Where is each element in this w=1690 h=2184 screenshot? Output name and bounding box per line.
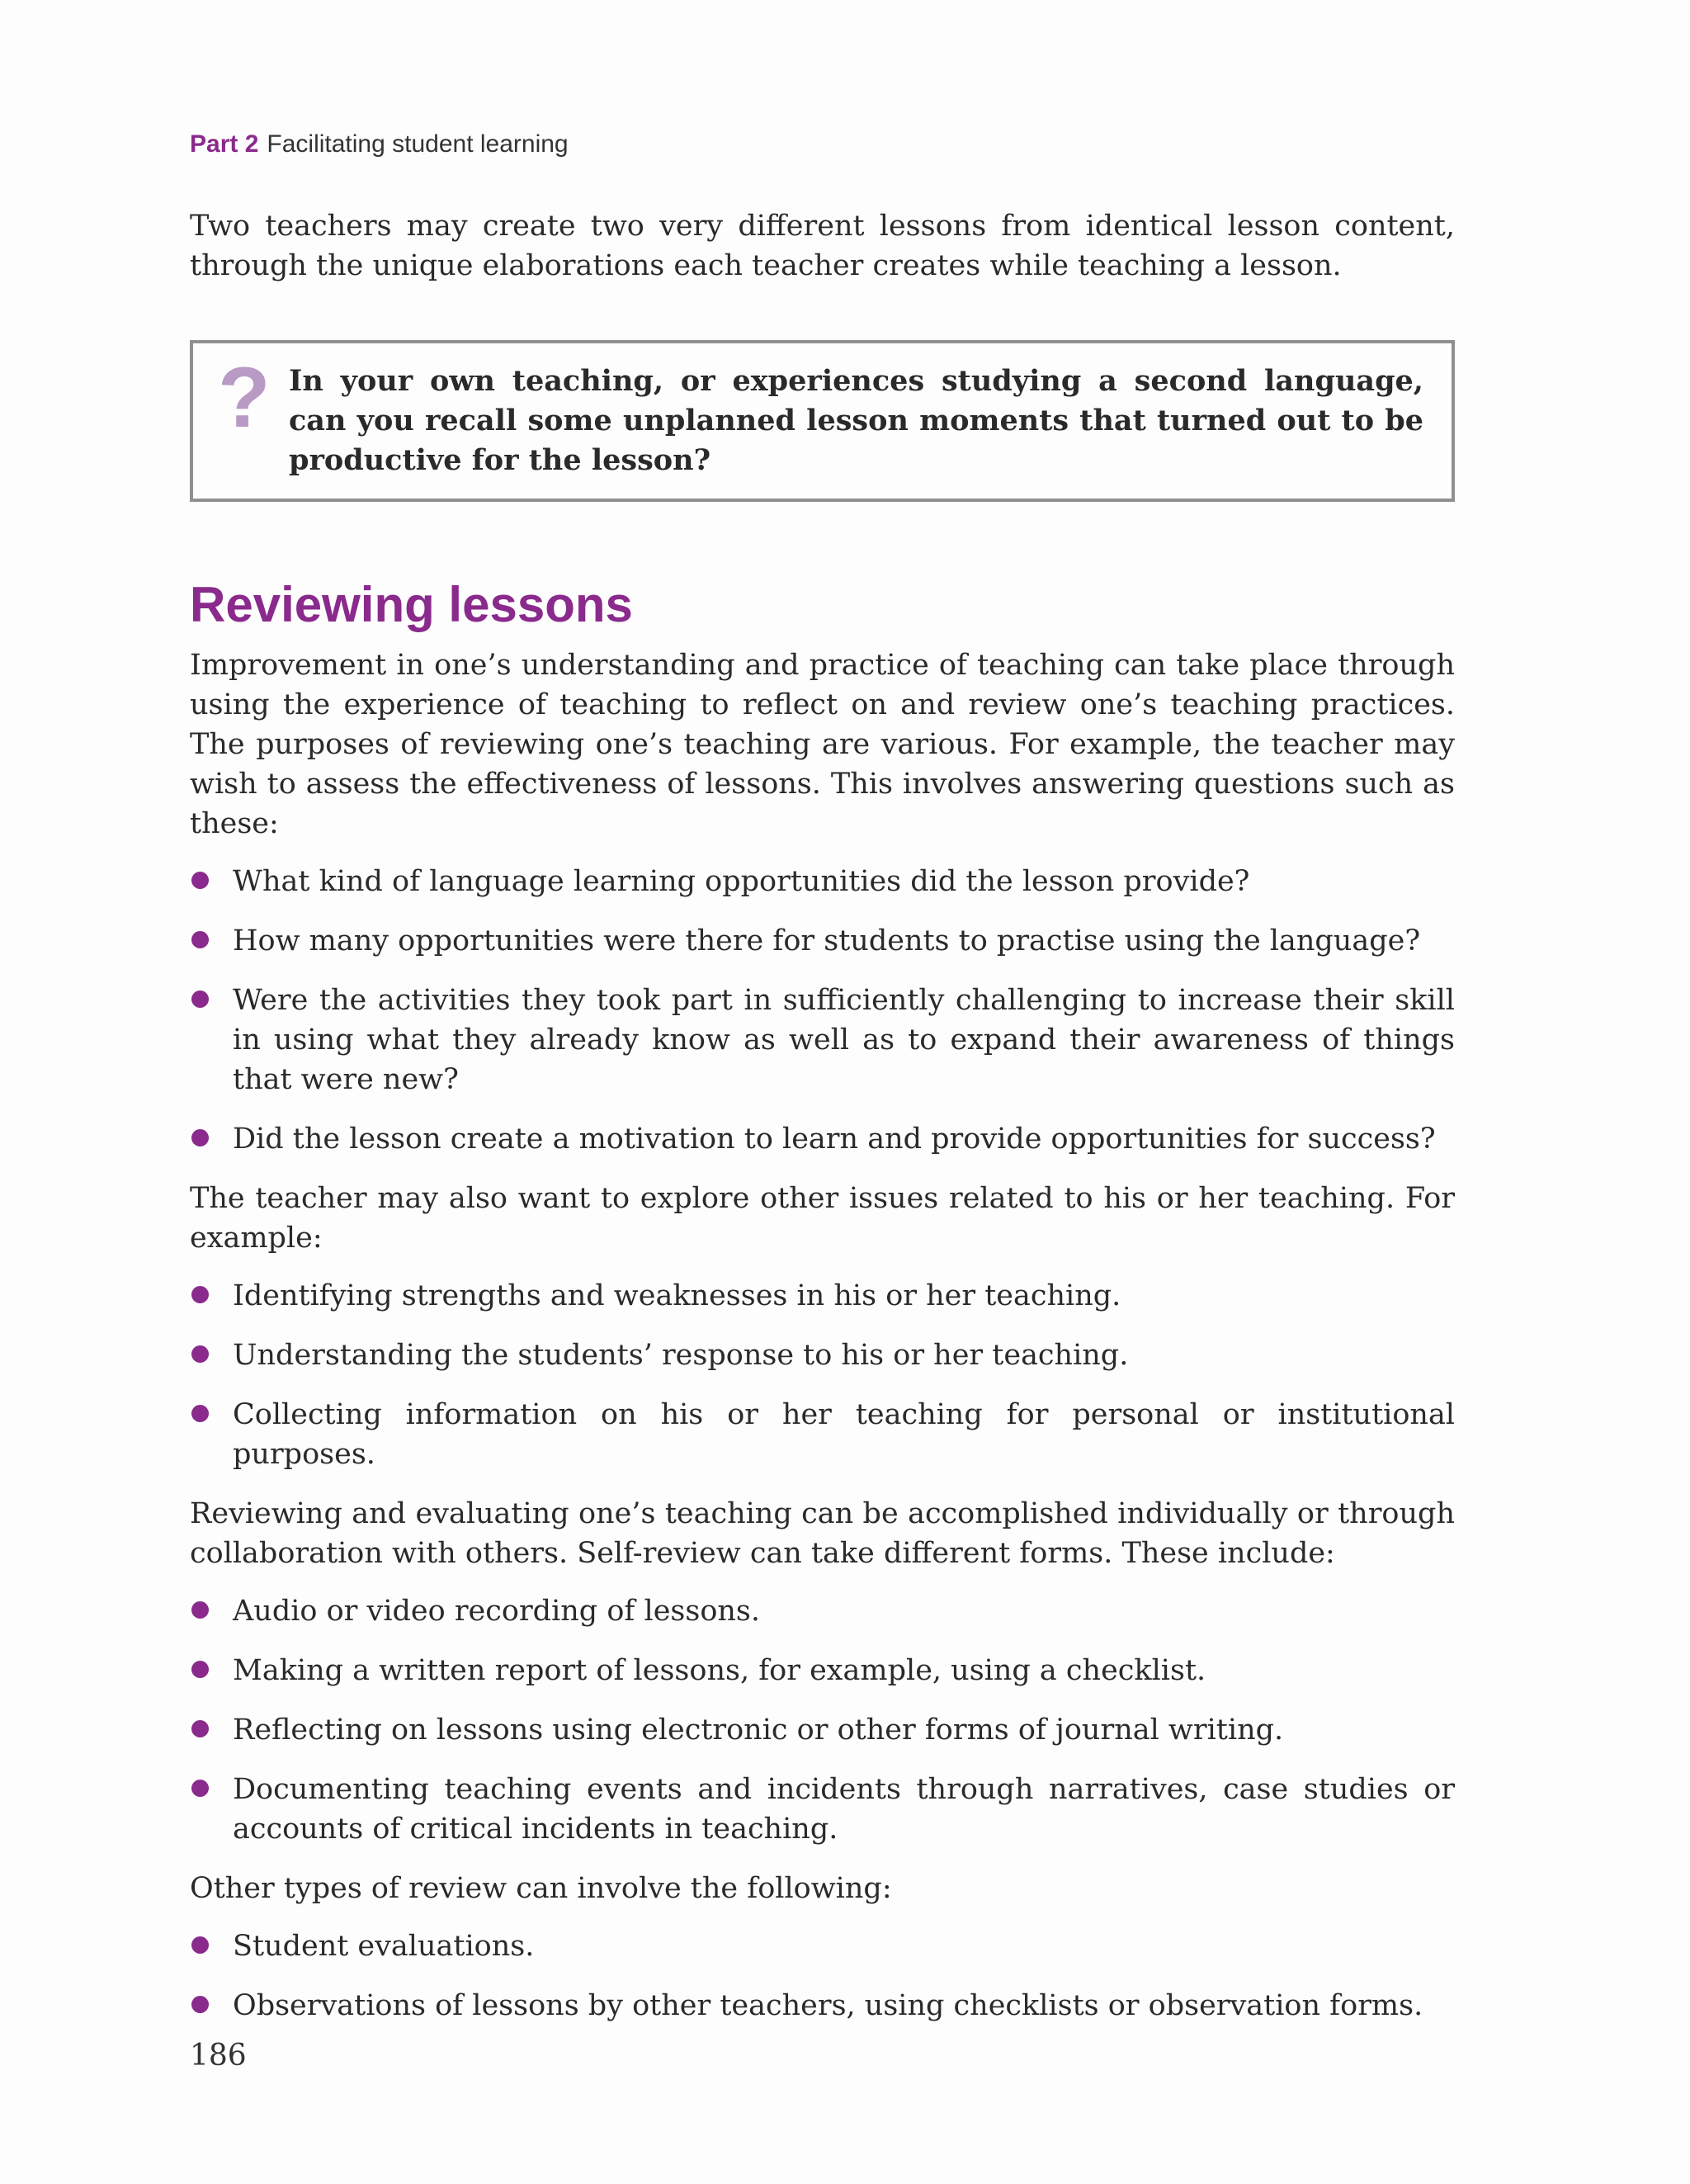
section-heading: Reviewing lessons — [190, 577, 633, 632]
bullet-list-4 — [190, 1926, 1455, 2026]
part-title: Facilitating student learning — [267, 130, 569, 158]
bullet-list-2 — [190, 1276, 1455, 1474]
bullet-icon — [191, 872, 209, 889]
list-item: Making a written report of lessons, for example, using a checklist. — [190, 1651, 1455, 1690]
bullet-icon — [191, 1601, 209, 1619]
list-item: Audio or video recording of lessons. — [190, 1591, 1455, 1631]
bullet-icon — [191, 1129, 209, 1146]
list-item: Reflecting on lessons using electronic or other forms of journal writing. — [190, 1710, 1455, 1750]
bullet-icon — [191, 1780, 209, 1797]
list-item: Identifying strengths and weaknesses in his or her teaching. — [190, 1276, 1455, 1316]
bullet-list-1 — [190, 862, 1455, 1159]
bullet-icon — [191, 1661, 209, 1678]
page-number: 186 — [190, 2039, 247, 2073]
intro-paragraph: Two teachers may create two very different lessons from identical lesson content, through the unique elaborations each teacher creates while teaching a lesson. — [190, 210, 1455, 282]
page-content — [190, 206, 1455, 2045]
reflection-question-box — [190, 340, 1455, 502]
list-item: What kind of language learning opportunities did the lesson provide? — [190, 862, 1455, 901]
list-item: How many opportunities were there for students to practise using the language? — [190, 921, 1455, 961]
list-item: Did the lesson create a motivation to learn and provide opportunities for success? — [190, 1119, 1455, 1159]
list-item: Student evaluations. — [190, 1926, 1455, 1966]
bullet-icon — [191, 1405, 209, 1422]
bullet-list-3 — [190, 1591, 1455, 1849]
bullet-icon — [191, 1345, 209, 1363]
section-paragraph-2: The teacher may also want to explore other issues related to his or her teaching. For example: — [190, 1182, 1455, 1255]
section-paragraph-1: Improvement in one’s understanding and practice of teaching can take place through using the experience of teaching to reflect on and review one’s teaching practices. The purposes of reviewing one’s teaching are various. For example, the teacher may wish to assess the effectiveness of lessons. This involves answering questions such as these: — [190, 649, 1455, 840]
running-header — [190, 130, 569, 158]
section-paragraph-4: Other types of review can involve the following: — [190, 1872, 892, 1905]
list-item: Observations of lessons by other teachers, using checklists or observation forms. — [190, 1986, 1455, 2026]
bullet-icon — [191, 1720, 209, 1737]
bullet-icon — [191, 1286, 209, 1303]
reflection-question-text: In your own teaching, or experiences studying a second language, can you recall some unplanned lesson moments that turned out to be productive for the lesson? — [289, 364, 1423, 477]
bullet-icon — [191, 990, 209, 1008]
part-label: Part 2 — [190, 130, 259, 158]
list-item: Collecting information on his or her teaching for personal or institutional purposes. — [190, 1395, 1455, 1474]
bullet-icon — [191, 1996, 209, 2013]
list-item: Documenting teaching events and incidents through narratives, case studies or accounts of critical incidents in teaching. — [190, 1770, 1455, 1849]
question-mark-icon: ? — [218, 350, 271, 446]
bullet-icon — [191, 1936, 209, 1954]
section-paragraph-3: Reviewing and evaluating one’s teaching can be accomplished individually or through collaboration with others. Self-review can take different forms. These include: — [190, 1497, 1455, 1570]
list-item: Were the activities they took part in sufficiently challenging to increase their skill in using what they already know as well as to expand their awareness of things that were new? — [190, 981, 1455, 1099]
list-item: Understanding the students’ response to his or her teaching. — [190, 1335, 1455, 1375]
bullet-icon — [191, 931, 209, 948]
